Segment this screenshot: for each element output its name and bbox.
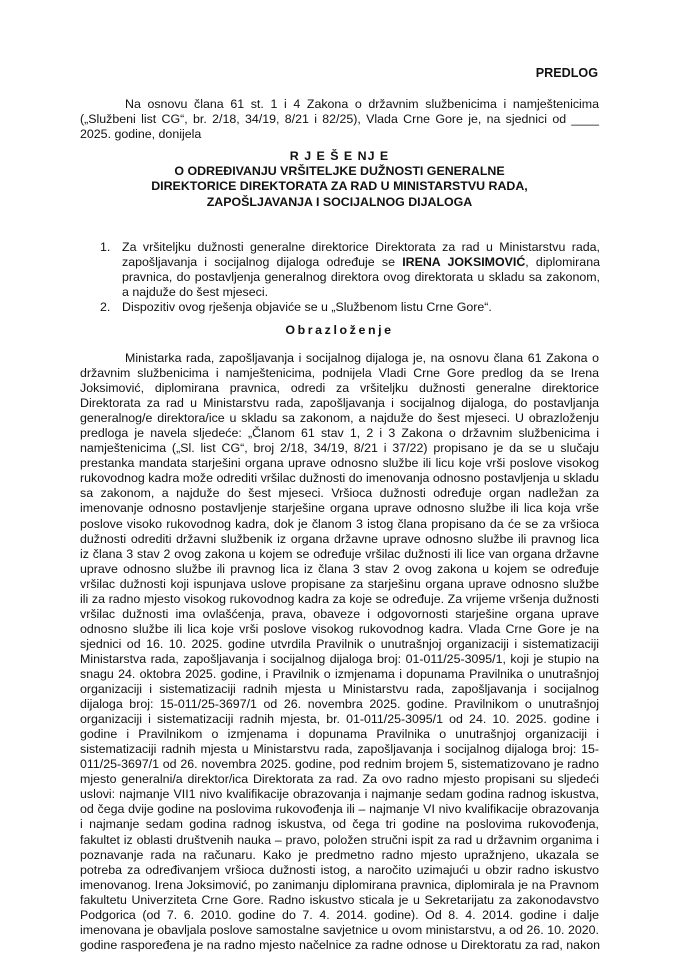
- list-line: Dispozitiv ovog rješenja objaviće se u „Službenom listu Crne Gore“.: [122, 300, 492, 315]
- body-line: rukovodnog kadra može odrediti vršilac dužnosti do imenovanja odnosno postavljenja u skladu: [80, 471, 599, 486]
- list-item: [100, 240, 600, 300]
- body-line: uprave odnosno službe ili pravnog lica iz člana 3 stav 2 ovog zakona u kojem se određuje: [80, 561, 599, 576]
- body-line: mjesto generalni/a direktor/ica Direktorata za rad. Za ovo radno mjesto propisani su sljedeći: [80, 772, 599, 787]
- list-number: 1.: [100, 240, 111, 254]
- body-line: snagu 24. oktobra 2025. godine, i Pravilnik o izmjenama i dopunama Pravilnika o unutrašnjoj: [80, 666, 599, 681]
- body-line: imenovanje odnosno postavljenje starješine organa uprave odnosno službe ili lica koja vrše: [80, 501, 599, 516]
- document-title: [80, 149, 599, 210]
- body-line: prestanka mandata starješini organa uprave odnosno službe ili licu koje vrši poslove visokog: [80, 456, 599, 471]
- body-line: poslove visoko rukovodnog kadra, dok je članom 3 istog člana propisano da će se za vršioca: [80, 516, 599, 531]
- list-line: a najduže do šest mjeseci.: [122, 285, 269, 300]
- body-line: sistematizaciji radnih mjesta u Ministarstvu rada, zapošljavanja i socijalnog dijaloga broj: 15-: [80, 742, 599, 757]
- body-line: odnosno službe ili lica koje vrši poslove visokog rukovodnog kadra. Vlada Crne Gore je na: [80, 621, 599, 636]
- body-line: poznavanje rada na računaru. Kako je predmetno radno mjesto upražnjeno, ukazala se: [80, 847, 599, 862]
- list-text: zapošljavanja i socijalnog dijaloga određuje se: [122, 255, 403, 270]
- body-line: godine i Pravilnikom o izmjenama i dopunama Pravilnika o unutrašnjoj organizaciji i: [80, 727, 599, 742]
- list-number: 2.: [100, 300, 111, 315]
- title-line: DIREKTORICE DIREKTORATA ZA RAD U MINISTARSTVU RADA,: [151, 179, 528, 194]
- body-line: uslovi: najmanje VII1 nivo kvalifikacije obrazovanja i najmanje sedam godina radnog iskustva,: [80, 787, 599, 802]
- body-line: namještenicima („Sl. list CG“, broj 2/18, 34/19, 8/21 i 37/22) propisano je da se u slučaju: [80, 441, 599, 456]
- title-line: R J E Š E NJ E: [289, 149, 390, 163]
- body-line: dijaloga broj: 15-011/25-3697/1 od 26. novembra 2025. godine. Pravilnikom o unutrašnjoj: [80, 697, 599, 712]
- body-line: iz člana 3 stav 2 ovog zakona u kojem se određuje vršilac dužnosti ili lice van organa državne: [80, 546, 599, 561]
- body-line: predloga je navela sljedeće: „Članom 61 stav 1, 2 i 3 Zakona o državnim službenicima i: [80, 426, 599, 441]
- body-line: imenovana je obavljala poslove samostalne savjetnice u ovom ministarstvu, a od 26. 10. 2020.: [80, 922, 599, 937]
- document-label: PREDLOG: [535, 66, 598, 80]
- body-line: Ministarstva rada, zapošljavanja i socijalnog dijaloga broj: 01-011/25-3095/1, koji je stupio na: [80, 651, 599, 666]
- list-line: Za vršiteljku dužnosti generalne direktorice Direktorata za rad u Ministarstvu rada,: [122, 240, 600, 254]
- body-line: organizaciji i sistematizaciji radnih mjesta, br. 01-011/25-3095/1 od 24. 10. 2025. godine i: [80, 712, 599, 727]
- body-line: od čega dvije godine na poslovima rukovođenja ili – najmanje VI nivo kvalifikacije obrazovanja: [80, 802, 599, 817]
- body-line: državnim službenicima i namještenicima, podnijela Vladi Crne Gore predlog da se Irena: [80, 366, 599, 381]
- body-line: sjednici od 16. 10. 2025. godine utvrdila Pravilnik o unutrašnjoj organizaciji i sistematizaciji: [80, 636, 599, 651]
- decision-list: [100, 240, 600, 315]
- body-line: potreba za određivanjem vršioca dužnosti istog, a naročito uzimajući u obzir radno iskustvo: [80, 862, 599, 877]
- title-line: ZAPOŠLJAVANJA I SOCIJALNOG DIJALOGA: [206, 194, 473, 209]
- body-line: dužnosti odrediti državni službenik iz organa državne uprave odnosno službe ili pravnog lica: [80, 531, 599, 546]
- body-line: Ministarka rada, zapošljavanja i socijalnog dijaloga je, na osnovu člana 61 Zakona o: [125, 351, 599, 365]
- body-line: fakultet iz oblasti društvenih nauka – pravo, položen stručni ispit za rad u državnim organima i: [80, 832, 599, 847]
- body-line: Joksimović, diplomirana pravnica, odredi za vršiteljku dužnosti generalne direktorice: [80, 381, 599, 396]
- list-line: [122, 255, 600, 270]
- body-line: Direktorata za rad u Ministarstvu rada, zapošljavanja i socijalnog dijaloga, do postavljanja: [80, 396, 599, 411]
- body-line: godine raspoređena je na radno mjesto načelnice za radne odnose u Direktoratu za rad, nakon: [80, 937, 601, 952]
- body-line: i najmanje sedam godina radnog iskustva, od čega tri godine na poslovima rukovođenja,: [80, 817, 599, 832]
- list-item: [100, 300, 600, 315]
- list-line: pravnica, do postavljenja generalnog direktora ovog direktorata u skladu sa zakonom,: [122, 270, 600, 285]
- preamble-line: Na osnovu člana 61 st. 1 i 4 Zakona o državnim službenicima i namještenicima: [125, 97, 599, 111]
- reasoning-heading: Obrazloženje: [285, 323, 394, 337]
- body-line: ili za radno mjesto visokog rukovodnog kadra za koje se određuje. Za vrijeme vršenja dužnosti: [80, 591, 599, 606]
- body-line: fakultetu Univerziteta Crne Gore. Radno iskustvo sticala je u Sekretarijatu za zakonodavstvo: [80, 892, 599, 907]
- body-line: Podgorica (od 7. 6. 2010. godine do 7. 4. 2014. godine). Od 8. 4. 2014. godine i dalje: [80, 907, 599, 922]
- appointee-name: IRENA JOKSIMOVIĆ: [402, 255, 526, 270]
- list-text: , diplomirana: [525, 255, 600, 270]
- body-line: generalnog/e direktora/ice u skladu sa zakonom, a najduže do šest mjeseci. U obrazloženju: [80, 411, 599, 426]
- body-line: vršilac dužnosti ima ovlašćenja, prava, obaveze i odgovornosti starješine organa uprave: [80, 606, 599, 621]
- title-line: O ODREĐIVANJU VRŠITELJKE DUŽNOSTI GENERALNE: [174, 164, 505, 179]
- body-line: vršilac dužnosti koji ispunjava uslove propisane za starješinu organa uprave odnosno službe: [80, 576, 599, 591]
- reasoning-body: [80, 351, 599, 953]
- preamble: [80, 97, 599, 142]
- body-line: 011/25-3697/1 od 26. novembra 2025. godine, pod rednim brojem 5, sistematizovano je radno: [80, 757, 599, 772]
- body-line: imenovanog. Irena Joksimović, po zanimanju diplomirana pravnica, diplomirala je na Pravnom: [80, 877, 599, 892]
- preamble-line: 2025. godine, donijela: [80, 127, 202, 142]
- body-line: sa zakonom, a najduže do šest mjeseci. Vršioca dužnosti određuje organ nadležan za: [80, 486, 599, 501]
- preamble-line: („Službeni list CG“, br. 2/18, 34/19, 8/21 i 82/25), Vlada Crne Gore je, na sjednici od ____: [80, 112, 599, 127]
- body-line: organizaciji i sistematizaciji radnih mjesta u Ministarstvu rada, zapošljavanja i socijalnog: [80, 682, 599, 697]
